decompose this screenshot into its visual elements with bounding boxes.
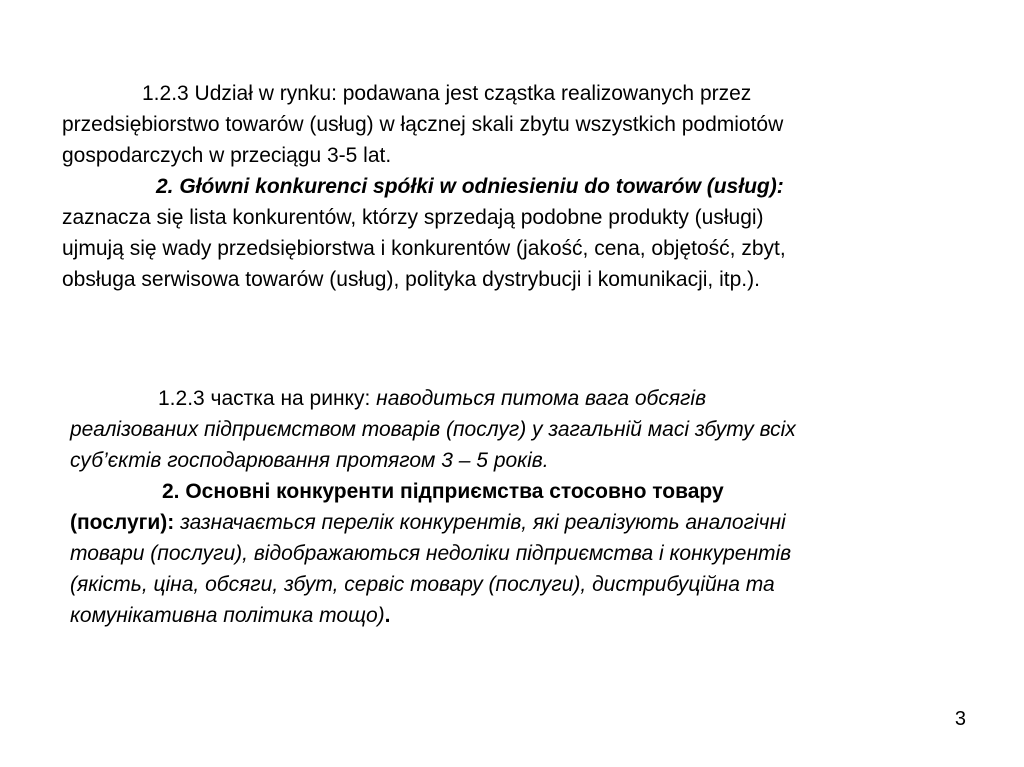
polish-line-1: 1.2.3 Udział w rynku: podawana jest cząstka realizowanych przez bbox=[142, 82, 752, 105]
polish-text-block bbox=[62, 78, 962, 295]
ukrainian-line-5 bbox=[70, 507, 970, 538]
ukrainian-line-8-italic: комунікативна політика тощо) bbox=[70, 604, 385, 627]
ukrainian-competitors-heading: 2. Основні конкуренти підприємства стосовно товару bbox=[162, 480, 724, 503]
ukrainian-line-1-italic: наводиться питома вага обсягів bbox=[376, 387, 707, 410]
polish-line-7: obsługa serwisowa towarów (usług), polityka dystrybucji i komunikacji, itp.). bbox=[62, 268, 760, 291]
ukrainian-text-block bbox=[70, 383, 970, 631]
ukrainian-line-1 bbox=[70, 383, 970, 414]
polish-line-5: zaznacza się lista konkurentów, którzy sprzedają podobne produkty (usługi) bbox=[62, 206, 764, 229]
polish-line-2: przedsiębiorstwo towarów (usług) w łącznej skali zbytu wszystkich podmiotów bbox=[62, 113, 784, 136]
page-number: 3 bbox=[954, 708, 966, 730]
ukrainian-line-5-italic: зазначається перелік конкурентів, які реалізують аналогічні bbox=[180, 511, 786, 534]
ukrainian-line-3: суб’єктів господарювання протягом 3 – 5 років. bbox=[70, 449, 549, 472]
ukrainian-line-1-prefix: 1.2.3 частка на ринку: bbox=[158, 387, 377, 410]
ukrainian-line-7: (якість, ціна, обсяги, збут, сервіс товару (послуги), дистрибуційна та bbox=[70, 573, 775, 596]
polish-competitors-heading: 2. Główni konkurenci spółki w odniesieniu do towarów (usług): bbox=[156, 175, 784, 198]
ukrainian-line-6: товари (послуги), відображаються недоліки підприємства і конкурентів bbox=[70, 542, 792, 565]
polish-line-6: ujmują się wady przedsiębiorstwa i konkurentów (jakość, cena, objętość, zbyt, bbox=[62, 237, 786, 260]
ukrainian-line-8-end: . bbox=[384, 604, 391, 627]
ukrainian-line-5-heading: (послуги): bbox=[70, 511, 181, 534]
ukrainian-line-2: реалізованих підприємством товарів (послуг) у загальній масі збуту всіх bbox=[70, 418, 796, 441]
polish-line-3: gospodarczych w przeciągu 3-5 lat. bbox=[62, 144, 392, 167]
ukrainian-line-8 bbox=[70, 600, 970, 631]
